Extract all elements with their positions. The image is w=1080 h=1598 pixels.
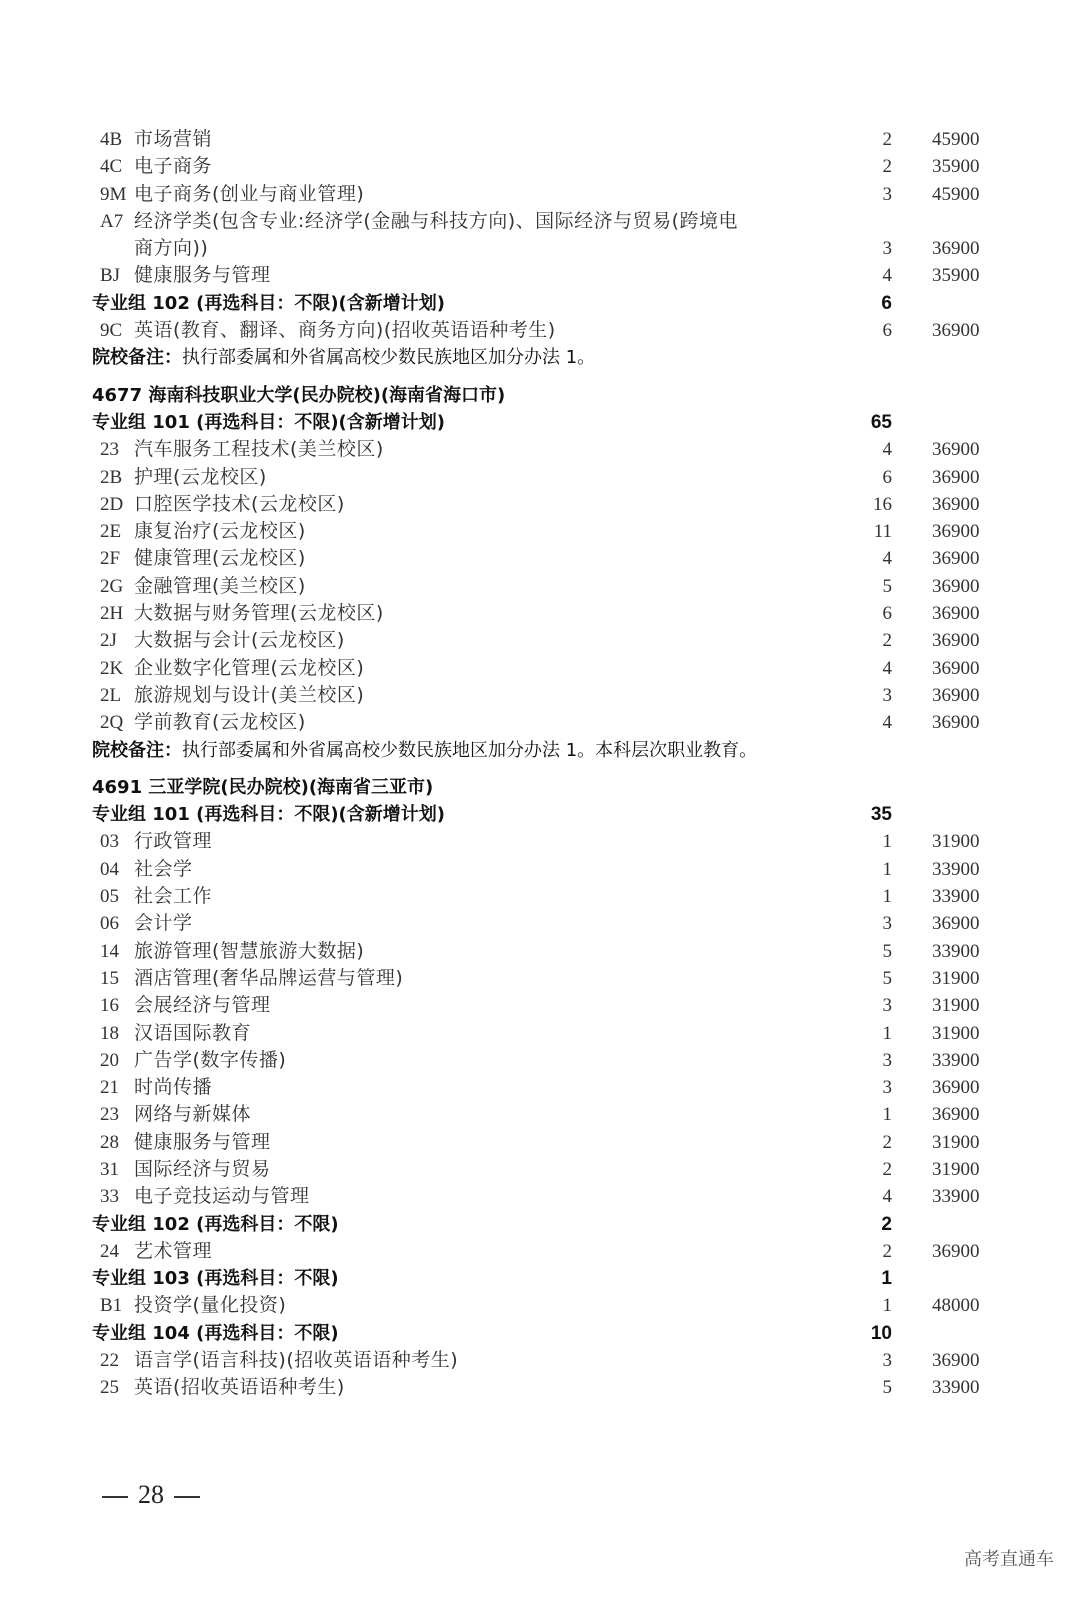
major-row <box>0 518 1080 545</box>
plan-count: 2 <box>882 156 892 178</box>
major-row <box>0 600 1080 627</box>
tuition-fee: 36900 <box>932 1104 980 1126</box>
major-name: 康复治疗(云龙校区) <box>134 520 306 543</box>
tuition-fee: 36900 <box>932 657 980 679</box>
major-row <box>0 181 1080 208</box>
major-code: 2D <box>100 493 124 515</box>
major-name: 健康服务与管理 <box>134 1130 271 1153</box>
major-name: 学前教育(云龙校区) <box>134 711 306 734</box>
group-label: 专业组 101 (再选科目：不限)(含新增计划) <box>92 411 446 433</box>
major-code: 9M <box>100 183 127 205</box>
plan-count: 4 <box>882 548 892 570</box>
group-label: 专业组 102 (再选科目：不限) <box>92 1213 339 1235</box>
tuition-fee: 36900 <box>932 684 980 706</box>
tuition-fee: 36900 <box>932 603 980 625</box>
major-code: 25 <box>100 1377 119 1399</box>
major-row <box>0 1238 1080 1265</box>
major-code: 05 <box>100 886 119 908</box>
major-row <box>0 1074 1080 1101</box>
major-name: 电子商务(创业与商业管理) <box>134 182 365 205</box>
tuition-fee: 36900 <box>932 320 980 342</box>
major-row <box>0 883 1080 910</box>
major-row <box>0 491 1080 518</box>
major-name: 健康管理(云龙校区) <box>134 547 306 570</box>
plan-count: 3 <box>882 1350 892 1372</box>
school-header <box>0 774 1080 801</box>
major-row-continuation <box>0 235 1080 262</box>
plan-count: 4 <box>882 439 892 461</box>
group-label: 专业组 102 (再选科目：不限)(含新增计划) <box>92 292 446 314</box>
school-title: 4691 三亚学院(民办院校)(海南省三亚市) <box>92 776 434 798</box>
major-row <box>0 153 1080 180</box>
tuition-fee: 33900 <box>932 1186 980 1208</box>
tuition-fee: 36900 <box>932 493 980 515</box>
major-name: 国际经济与贸易 <box>134 1157 271 1180</box>
plan-count: 3 <box>882 684 892 706</box>
major-code: 2Q <box>100 712 124 734</box>
tuition-fee: 31900 <box>932 1022 980 1044</box>
major-code: 20 <box>100 1049 119 1071</box>
major-code: 14 <box>100 940 119 962</box>
major-name: 电子商务 <box>134 155 213 178</box>
major-row <box>0 545 1080 572</box>
major-code: 03 <box>100 831 119 853</box>
major-row <box>0 573 1080 600</box>
plan-count: 3 <box>882 913 892 935</box>
plan-count: 4 <box>882 712 892 734</box>
plan-count: 3 <box>882 1077 892 1099</box>
major-group-header <box>0 290 1080 317</box>
plan-count: 1 <box>882 1022 892 1044</box>
tuition-fee: 36900 <box>932 238 980 260</box>
tuition-fee: 45900 <box>932 129 980 150</box>
major-row <box>0 1374 1080 1401</box>
dash-right <box>174 1496 200 1498</box>
plan-count: 6 <box>882 466 892 488</box>
major-code: 04 <box>100 858 119 880</box>
tuition-fee: 31900 <box>932 995 980 1017</box>
major-row <box>0 1183 1080 1210</box>
major-row <box>0 910 1080 937</box>
major-row <box>0 1101 1080 1128</box>
major-name: 会展经济与管理 <box>134 994 271 1017</box>
major-row <box>0 709 1080 736</box>
major-name: 健康服务与管理 <box>134 264 271 287</box>
plan-count: 4 <box>882 265 892 287</box>
major-group-header <box>0 1320 1080 1347</box>
tuition-fee: 36900 <box>932 575 980 597</box>
plan-count: 3 <box>882 1049 892 1071</box>
major-code: 23 <box>100 1104 119 1126</box>
major-name: 旅游规划与设计(美兰校区) <box>134 683 365 706</box>
major-code: 24 <box>100 1240 119 1262</box>
tuition-fee: 31900 <box>932 831 980 853</box>
plan-count: 3 <box>882 238 892 260</box>
note-label: 院校备注： <box>92 739 182 761</box>
plan-count: 5 <box>882 575 892 597</box>
page-number <box>92 1480 210 1510</box>
major-code: 2L <box>100 684 122 706</box>
major-name: 行政管理 <box>134 830 213 853</box>
plan-count: 11 <box>873 521 892 543</box>
major-code: 4B <box>100 129 123 150</box>
major-row <box>0 856 1080 883</box>
major-code: 9C <box>100 320 123 342</box>
group-label: 专业组 101 (再选科目：不限)(含新增计划) <box>92 804 446 826</box>
note-text: 执行部委属和外省属高校少数民族地区加分办法 1。本科层次职业教育。 <box>182 739 758 761</box>
major-group-header <box>0 1265 1080 1292</box>
tuition-fee: 36900 <box>932 548 980 570</box>
major-code: B1 <box>100 1295 123 1317</box>
plan-count: 16 <box>873 493 892 515</box>
major-row <box>0 126 1080 153</box>
major-row <box>0 436 1080 463</box>
major-code: 28 <box>100 1131 119 1153</box>
plan-count: 1 <box>882 1104 892 1126</box>
tuition-fee: 45900 <box>932 183 980 205</box>
major-row <box>0 1347 1080 1374</box>
plan-count: 1 <box>882 831 892 853</box>
major-code: 16 <box>100 995 119 1017</box>
major-row <box>0 1129 1080 1156</box>
plan-count: 1 <box>882 858 892 880</box>
major-code: 2B <box>100 466 123 488</box>
tuition-fee: 36900 <box>932 630 980 652</box>
major-row <box>0 992 1080 1019</box>
major-code: A7 <box>100 210 124 232</box>
dash-left <box>102 1496 128 1498</box>
major-name: 市场营销 <box>134 128 213 150</box>
major-code: BJ <box>100 265 121 287</box>
major-name: 经济学类(包含专业:经济学(金融与科技方向)、国际经济与贸易(跨境电 <box>134 209 739 232</box>
major-code: 21 <box>100 1077 119 1099</box>
major-name: 汽车服务工程技术(美兰校区) <box>134 438 384 461</box>
major-name: 社会学 <box>134 857 193 880</box>
major-name: 大数据与财务管理(云龙校区) <box>134 602 384 625</box>
major-name: 社会工作 <box>134 885 213 908</box>
major-row <box>0 317 1080 344</box>
tuition-fee: 33900 <box>932 886 980 908</box>
group-count: 65 <box>870 411 892 433</box>
plan-count: 2 <box>882 630 892 652</box>
major-name: 广告学(数字传播) <box>134 1048 287 1071</box>
major-name: 金融管理(美兰校区) <box>134 574 306 597</box>
group-count: 1 <box>881 1268 892 1290</box>
major-name: 旅游管理(智慧旅游大数据) <box>134 939 365 962</box>
school-title: 4677 海南科技职业大学(民办院校)(海南省海口市) <box>92 384 506 406</box>
major-name: 大数据与会计(云龙校区) <box>134 629 345 652</box>
major-row <box>0 1292 1080 1319</box>
major-name: 语言学(语言科技)(招收英语语种考生) <box>134 1349 459 1372</box>
plan-count: 3 <box>882 995 892 1017</box>
tuition-fee: 33900 <box>932 940 980 962</box>
school-note <box>0 344 1080 371</box>
major-code: 2H <box>100 603 124 625</box>
major-name: 投资学(量化投资) <box>134 1294 287 1317</box>
major-row <box>0 828 1080 855</box>
major-row <box>0 965 1080 992</box>
major-name: 网络与新媒体 <box>134 1103 252 1126</box>
major-name-continued: 商方向)) <box>134 237 209 260</box>
tuition-fee: 31900 <box>932 967 980 989</box>
major-name: 企业数字化管理(云龙校区) <box>134 656 365 679</box>
major-name: 汉语国际教育 <box>134 1021 252 1044</box>
major-name: 艺术管理 <box>134 1239 213 1262</box>
major-row <box>0 208 1080 235</box>
plan-count: 5 <box>882 967 892 989</box>
major-group-header <box>0 801 1080 828</box>
major-row <box>0 1020 1080 1047</box>
major-code: 2G <box>100 575 124 597</box>
plan-count: 2 <box>882 129 892 150</box>
group-count: 35 <box>870 804 892 826</box>
major-group-header <box>0 1211 1080 1238</box>
tuition-fee: 36900 <box>932 439 980 461</box>
tuition-fee: 33900 <box>932 1049 980 1071</box>
school-note <box>0 737 1080 764</box>
plan-count: 1 <box>882 1295 892 1317</box>
major-code: 18 <box>100 1022 119 1044</box>
group-label: 专业组 103 (再选科目：不限) <box>92 1268 339 1290</box>
watermark: 高考直通车 <box>964 1549 1054 1570</box>
plan-count: 4 <box>882 657 892 679</box>
major-code: 31 <box>100 1158 119 1180</box>
tuition-fee: 36900 <box>932 1077 980 1099</box>
major-code: 2F <box>100 548 121 570</box>
major-name: 英语(招收英语语种考生) <box>134 1376 345 1399</box>
major-code: 22 <box>100 1350 119 1372</box>
major-row <box>0 938 1080 965</box>
major-name: 电子竞技运动与管理 <box>134 1185 310 1208</box>
tuition-fee: 36900 <box>932 521 980 543</box>
major-row <box>0 655 1080 682</box>
tuition-fee: 31900 <box>932 1158 980 1180</box>
major-code: 06 <box>100 913 119 935</box>
major-name: 口腔医学技术(云龙校区) <box>134 492 345 515</box>
plan-count: 5 <box>882 1377 892 1399</box>
plan-count: 2 <box>882 1131 892 1153</box>
major-code: 2E <box>100 521 122 543</box>
page-number-text: 28 <box>138 1480 164 1509</box>
major-code: 2J <box>100 630 117 652</box>
plan-count: 3 <box>882 183 892 205</box>
group-count: 2 <box>881 1213 892 1235</box>
major-group-header <box>0 409 1080 436</box>
major-name: 英语(教育、翻译、商务方向)(招收英语语种考生) <box>134 319 556 342</box>
tuition-fee: 36900 <box>932 712 980 734</box>
major-row <box>0 627 1080 654</box>
major-code: 2K <box>100 657 124 679</box>
note-text: 执行部委属和外省属高校少数民族地区加分办法 1。 <box>182 347 596 369</box>
plan-count: 2 <box>882 1158 892 1180</box>
tuition-fee: 36900 <box>932 1350 980 1372</box>
major-row <box>0 682 1080 709</box>
tuition-fee: 36900 <box>932 1240 980 1262</box>
major-row <box>0 1047 1080 1074</box>
plan-count: 5 <box>882 940 892 962</box>
tuition-fee: 31900 <box>932 1131 980 1153</box>
major-name: 时尚传播 <box>134 1076 213 1099</box>
major-row <box>0 464 1080 491</box>
plan-count: 6 <box>882 320 892 342</box>
tuition-fee: 33900 <box>932 1377 980 1399</box>
tuition-fee: 48000 <box>932 1295 980 1317</box>
major-code: 33 <box>100 1186 119 1208</box>
plan-count: 4 <box>882 1186 892 1208</box>
major-name: 护理(云龙校区) <box>134 465 267 488</box>
tuition-fee: 36900 <box>932 913 980 935</box>
major-code: 4C <box>100 156 123 178</box>
plan-count: 2 <box>882 1240 892 1262</box>
tuition-fee: 35900 <box>932 265 980 287</box>
major-row <box>0 262 1080 289</box>
group-label: 专业组 104 (再选科目：不限) <box>92 1322 339 1344</box>
plan-count: 6 <box>882 603 892 625</box>
major-name: 会计学 <box>134 912 193 935</box>
school-header <box>0 382 1080 409</box>
note-label: 院校备注： <box>92 347 182 369</box>
document-page <box>0 126 1080 1402</box>
major-name: 酒店管理(奢华品牌运营与管理) <box>134 966 404 989</box>
major-code: 15 <box>100 967 119 989</box>
major-row <box>0 1156 1080 1183</box>
major-code: 23 <box>100 439 119 461</box>
tuition-fee: 35900 <box>932 156 980 178</box>
tuition-fee: 33900 <box>932 858 980 880</box>
plan-count: 1 <box>882 886 892 908</box>
group-count: 6 <box>881 292 892 314</box>
group-count: 10 <box>870 1322 892 1344</box>
tuition-fee: 36900 <box>932 466 980 488</box>
